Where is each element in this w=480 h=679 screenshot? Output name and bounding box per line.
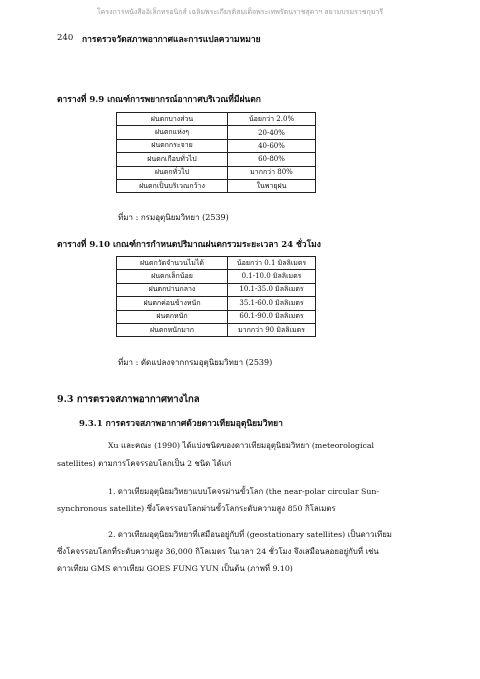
term-cell: ฝนตกเป็นบริเวณกว้าง: [117, 179, 228, 192]
value-cell: มากกว่า 90 มิลลิเมตร: [228, 323, 316, 336]
paragraph-line: ดาวเทียม GMS ดาวเทียม GOES FUNG YUN เป็นต้น (ภาพที่ 9.10): [57, 564, 293, 573]
table-row: [117, 257, 316, 270]
term-cell: ฝนตกค่อนข้างหนัก: [117, 297, 228, 310]
term-cell: ฝนตกแห่งๆ: [117, 126, 228, 139]
table-row: [117, 297, 316, 310]
table-9-10: [116, 256, 316, 337]
term-cell: ฝนตกเกือบทั่วไป: [117, 153, 228, 166]
paragraph-line: 2. ดาวเทียมอุตุนิยมวิทยาที่เสมือนอยู่กับที่ (geostationary satellites) เป็นดาวเทียม: [108, 530, 392, 539]
term-cell: ฝนตกวัดจำนวนไม่ได้: [117, 257, 228, 270]
value-cell: 20-40%: [228, 126, 316, 139]
running-title: การตรวจวัดสภาพอากาศและการแปลความหมาย: [82, 35, 261, 45]
table-9-10-caption: ตารางที่ 9.10 เกณฑ์การกำหนดปริมาณฝนตกรวมระยะเวลา 24 ชั่วโมง: [57, 240, 321, 250]
table-row: [117, 310, 316, 323]
value-cell: น้อยกว่า 0.1 มิลลิเมตร: [228, 257, 316, 270]
term-cell: ฝนตกบางส่วน: [117, 113, 228, 126]
table-row: [117, 270, 316, 283]
table-9-9-source: ที่มา : กรมอุตุนิยมวิทยา (2539): [118, 213, 229, 222]
term-cell: ฝนตกทั่วไป: [117, 166, 228, 179]
watermark: โครงการหนังสืออิเล็กทรอนิกส์ เฉลิมพระเกียรติสมเด็จพระเทพรัตนราชสุดาฯ สยามบรมราชกุมารี: [96, 8, 384, 16]
subsection-heading: 9.3.1 การตรวจสภาพอากาศด้วยดาวเทียมอุตุนิยมวิทยา: [79, 419, 283, 429]
value-cell: 60.1-90.0 มิลลิเมตร: [228, 310, 316, 323]
table-row: [117, 126, 316, 139]
value-cell: 60-80%: [228, 153, 316, 166]
page-number: 240: [57, 33, 74, 43]
table-9-9: [116, 112, 316, 193]
table-row: [117, 113, 316, 126]
table-row: [117, 166, 316, 179]
term-cell: ฝนตกปานกลาง: [117, 283, 228, 296]
value-cell: 35.1-60.0 มิลลิเมตร: [228, 297, 316, 310]
value-cell: น้อยกว่า 2.0%: [228, 113, 316, 126]
table-row: [117, 283, 316, 296]
term-cell: ฝนตกเล็กน้อย: [117, 270, 228, 283]
paragraph-line: 1. ดาวเทียมอุตุนิยมวิทยาแบบโคจรผ่านขั้วโลก (the near-polar circular Sun-: [108, 487, 380, 496]
value-cell: 40-60%: [228, 139, 316, 152]
paragraph-line: ซึ่งโคจรรอบโลกที่ระดับความสูง 36,000 กิโลเมตร ในเวลา 24 ชั่วโมง จึงเสมือนลอยอยู่กับที่ เช่น: [57, 547, 379, 556]
paragraph-line: Xu และคณะ (1990) ได้แบ่งชนิดของดาวเทียมอุตุนิยมวิทยา (meteorological: [108, 441, 374, 450]
value-cell: 10.1-35.0 มิลลิเมตร: [228, 283, 316, 296]
value-cell: มากกว่า 80%: [228, 166, 316, 179]
paragraph-line: satellites) ตามการโคจรรอบโลกเป็น 2 ชนิด ได้แก่: [57, 459, 232, 468]
term-cell: ฝนตกหนักมาก: [117, 323, 228, 336]
term-cell: ฝนตกกระจาย: [117, 139, 228, 152]
table-row: [117, 153, 316, 166]
term-cell: ฝนตกหนัก: [117, 310, 228, 323]
table-9-9-caption: ตารางที่ 9.9 เกณฑ์การพยากรณ์อากาศบริเวณที่มีฝนตก: [57, 95, 261, 105]
table-row: [117, 323, 316, 336]
table-9-10-source: ที่มา : ดัดแปลงจากกรมอุตุนิยมวิทยา (2539): [118, 358, 273, 367]
value-cell: ในพายุฝน: [228, 179, 316, 192]
section-heading: 9.3 การตรวจสภาพอากาศทางไกล: [57, 394, 200, 405]
paragraph-line: synchronous satellite) ซึ่งโคจรรอบโลกผ่านขั้วโลกระดับความสูง 850 กิโลเมตร: [57, 504, 336, 513]
value-cell: 0.1-10.0 มิลลิเมตร: [228, 270, 316, 283]
table-row: [117, 139, 316, 152]
table-row: [117, 179, 316, 192]
